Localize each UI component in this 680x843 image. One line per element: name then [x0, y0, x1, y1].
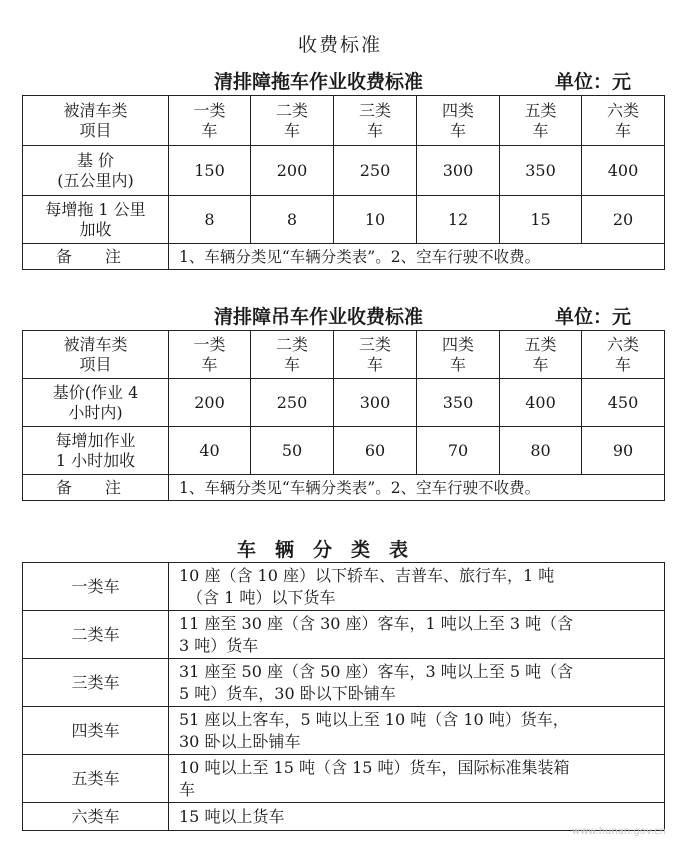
vehicle-classification-table	[22, 562, 665, 831]
table-cell: 80	[500, 427, 582, 475]
table-cell: 250	[334, 146, 417, 196]
table-row	[23, 146, 665, 196]
table-cell: 150	[169, 146, 251, 196]
table-row	[23, 427, 665, 475]
header-cell: 四类 车	[417, 96, 500, 146]
header-cell: 六类 车	[582, 96, 665, 146]
table-row	[23, 611, 665, 659]
class-desc: 15 吨以上货车	[169, 803, 665, 831]
table-cell: 350	[417, 379, 500, 427]
table-cell: 90	[582, 427, 665, 475]
note-label: 备 注	[23, 475, 169, 501]
header-cell: 一类 车	[169, 96, 251, 146]
table-cell: 10	[334, 196, 417, 244]
crane-fee-unit: 单位：元	[555, 306, 632, 328]
row-label: 每增拖 1 公里 加收	[23, 196, 169, 244]
class-name: 二类车	[23, 611, 169, 659]
table-row	[23, 755, 665, 803]
table-cell: 400	[500, 379, 582, 427]
header-cell: 四类 车	[417, 331, 500, 379]
header-cell: 一类 车	[169, 331, 251, 379]
table-cell: 40	[169, 427, 251, 475]
row-label: 基 价 (五公里内)	[23, 146, 169, 196]
class-name: 三类车	[23, 659, 169, 707]
class-name: 五类车	[23, 755, 169, 803]
table-cell: 250	[251, 379, 334, 427]
table-row	[23, 803, 665, 831]
towing-fee-table	[22, 95, 665, 270]
class-name: 四类车	[23, 707, 169, 755]
header-cell: 二类 车	[251, 96, 334, 146]
table-cell: 350	[500, 146, 582, 196]
towing-fee-title: 清排障拖车作业收费标准	[214, 71, 424, 93]
class-desc: 10 座（含 10 座）以下轿车、吉普车、旅行车，1 吨 （含 1 吨）以下货车	[169, 563, 665, 611]
note-text: 1、车辆分类见“车辆分类表”。2、空车行驶不收费。	[169, 244, 665, 270]
table-cell: 12	[417, 196, 500, 244]
note-text: 1、车辆分类见“车辆分类表”。2、空车行驶不收费。	[169, 475, 665, 501]
page-title: 收费标准	[297, 34, 382, 56]
class-desc: 31 座至 50 座（含 50 座）客车，3 吨以上至 5 吨（含 5 吨）货车，30 卧以下卧铺车	[169, 659, 665, 707]
table-cell: 300	[417, 146, 500, 196]
header-cell: 六类 车	[582, 331, 665, 379]
table-cell: 200	[169, 379, 251, 427]
header-cell: 被清车类 项目	[23, 96, 169, 146]
row-label: 每增加作业 1 小时加收	[23, 427, 169, 475]
table-cell: 20	[582, 196, 665, 244]
table-header-row	[23, 331, 665, 379]
header-cell: 被清车类 项目	[23, 331, 169, 379]
table-row	[23, 379, 665, 427]
table-cell: 450	[582, 379, 665, 427]
table-cell: 400	[582, 146, 665, 196]
class-desc: 51 座以上客车，5 吨以上至 10 吨（含 10 吨）货车， 30 卧以上卧铺车	[169, 707, 665, 755]
class-desc: 10 吨以上至 15 吨（含 15 吨）货车，国际标准集装箱 车	[169, 755, 665, 803]
header-cell: 三类 车	[334, 96, 417, 146]
table-row	[23, 707, 665, 755]
table-row	[23, 659, 665, 707]
crane-fee-title: 清排障吊车作业收费标准	[214, 306, 424, 328]
header-cell: 五类 车	[500, 96, 582, 146]
table-cell: 50	[251, 427, 334, 475]
table-cell: 8	[169, 196, 251, 244]
row-label: 基价(作业 4 小时内)	[23, 379, 169, 427]
class-desc: 11 座至 30 座（含 30 座）客车，1 吨以上至 3 吨（含 3 吨）货车	[169, 611, 665, 659]
table-cell: 8	[251, 196, 334, 244]
table-cell: 60	[334, 427, 417, 475]
table-row	[23, 196, 665, 244]
header-cell: 五类 车	[500, 331, 582, 379]
note-row	[23, 475, 665, 501]
table-cell: 200	[251, 146, 334, 196]
note-row	[23, 244, 665, 270]
header-cell: 二类 车	[251, 331, 334, 379]
class-name: 六类车	[23, 803, 169, 831]
note-label: 备 注	[23, 244, 169, 270]
vehicle-classification-title: 车辆分类表	[237, 539, 428, 561]
crane-fee-table	[22, 330, 665, 501]
watermark: www.hunan.gov.cn	[571, 826, 666, 837]
table-cell: 15	[500, 196, 582, 244]
towing-fee-unit: 单位：元	[555, 71, 632, 93]
table-header-row	[23, 96, 665, 146]
table-row	[23, 563, 665, 611]
class-name: 一类车	[23, 563, 169, 611]
table-cell: 300	[334, 379, 417, 427]
table-cell: 70	[417, 427, 500, 475]
header-cell: 三类 车	[334, 331, 417, 379]
